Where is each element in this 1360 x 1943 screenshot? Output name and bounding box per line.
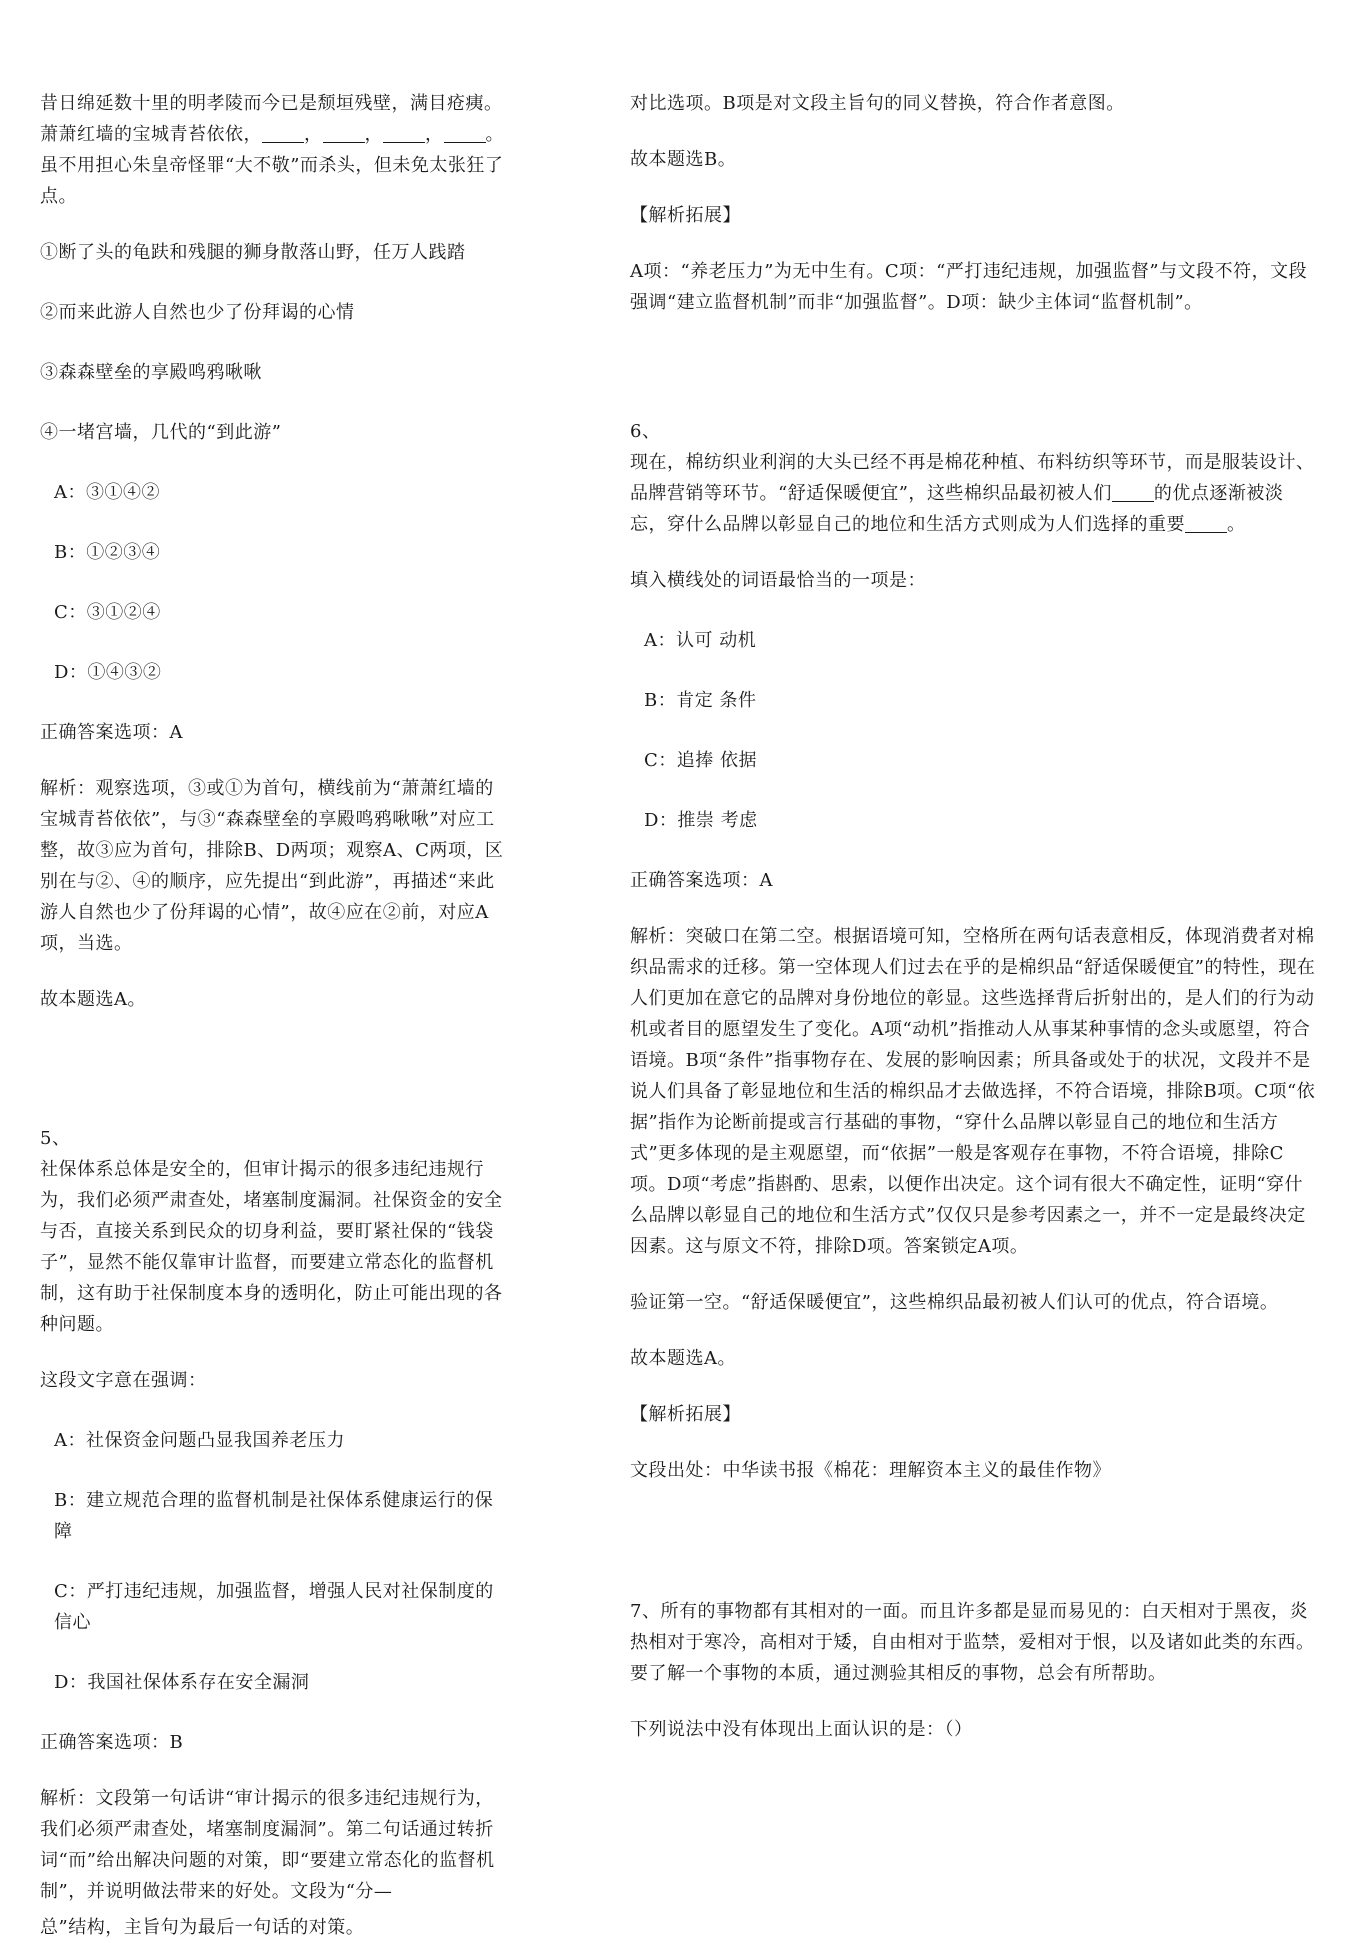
q6-extension-title: 【解析拓展】 xyxy=(630,1404,741,1425)
q5-analysis-cont: 总”结构，主旨句为最后一句话的对策。 xyxy=(40,1917,365,1938)
q6-passage-part3: 。 xyxy=(1227,514,1246,535)
q4-blank-4 xyxy=(444,124,486,143)
q5-option-a[interactable]: A：社保资金问题凸显我国养老压力 xyxy=(54,1430,345,1451)
q4-option-d[interactable]: D：①④③② xyxy=(54,662,162,683)
q6-option-b[interactable]: B：肯定 条件 xyxy=(644,690,757,711)
q6-option-a[interactable]: A：认可 动机 xyxy=(644,630,757,651)
q6-passage-part2: 的优点逐渐被淡忘，穿什么品牌以彰显自己的地位和生活方式则成为人们选择的重要 xyxy=(630,483,1284,535)
q5-question: 这段文字意在强调： xyxy=(40,1370,207,1391)
q4-analysis: 解析：观察选项，③或①为首句，横线前为“萧萧红墙的宝城青苔依依”，与③“森森壁垒的享殿鸣鸦啾啾”对应工整，故③应为首句，排除B、D两项；观察A、C两项，区别在与②、④的顺序，应先提出“到此游”，再描述“来此游人自然也少了份拜谒的心情”，故④应在②前，对应A项，当选。 xyxy=(40,778,504,954)
q6-extension: 文段出处：中华读书报《棉花：理解资本主义的最佳作物》 xyxy=(630,1460,1111,1481)
q5-answer: 正确答案选项：B xyxy=(40,1732,184,1753)
q6-answer: 正确答案选项：A xyxy=(630,870,773,891)
q4-option-b[interactable]: B：①②③④ xyxy=(54,542,161,563)
q4-passage: 昔日绵延数十里的明孝陵而今已是颓垣残壁，满目疮痍。萧萧红墙的宝城青苔依依， ， ， ， 。虽不用担心朱皇帝怪罪“大不敬”而杀头，但未免太张狂了点。 xyxy=(40,93,504,207)
q6-verify: 验证第一空。“舒适保暖便宜”，这些棉织品最初被人们认可的优点，符合语境。 xyxy=(630,1292,1279,1313)
q4-blank-2 xyxy=(323,124,365,143)
q6-option-d[interactable]: D：推崇 考虑 xyxy=(644,810,758,831)
q7-question: 下列说法中没有体现出上面认识的是：（） xyxy=(630,1719,973,1740)
q4-blank-1 xyxy=(262,124,304,143)
q4-item: ④一堵宫墙，几代的“到此游” xyxy=(40,422,282,443)
q5-passage: 社保体系总体是安全的，但审计揭示的很多违纪违规行为，我们必须严肃查处，堵塞制度漏洞。社保资金的安全与否，直接关系到民众的切身利益，要盯紧社保的“钱袋子”，显然不能仅靠审计监督，而要建立常态化的监督机制，这有助于社保制度本身的透明化，防止可能出现的各种问题。 xyxy=(40,1159,503,1335)
q4-blank-3 xyxy=(383,124,425,143)
q6-blank-1 xyxy=(1112,483,1154,502)
q5-extension: A项：“养老压力”为无中生有。C项：“严打违纪违规，加强监督”与文段不符，文段强调“建立监督机制”而非“加强监督”。D项：缺少主体词“监督机制”。 xyxy=(630,261,1308,313)
q6-conclusion: 故本题选A。 xyxy=(630,1348,736,1369)
q6-option-c[interactable]: C：追捧 依据 xyxy=(644,750,757,771)
q5-analysis: 解析：文段第一句话讲“审计揭示的很多违纪违规行为，我们必须严肃查处，堵塞制度漏洞”。第二句话通过转折词“而”给出解决问题的对策，即“要建立常态化的监督机制”，并说明做法带来的好处。文段为“分— xyxy=(40,1788,495,1902)
q4-option-a[interactable]: A：③①④② xyxy=(54,482,160,503)
q5-option-d[interactable]: D：我国社保体系存在安全漏洞 xyxy=(54,1672,310,1693)
q4-option-c[interactable]: C：③①②④ xyxy=(54,602,161,623)
right-column xyxy=(630,88,1320,1745)
q5-number: 5、 xyxy=(40,1128,71,1149)
q4-item: ②而来此游人自然也少了份拜谒的心情 xyxy=(40,302,355,323)
q5-analysis-tail: 对比选项。B项是对文段主旨句的同义替换，符合作者意图。 xyxy=(630,93,1125,114)
q5-conclusion: 故本题选B。 xyxy=(630,149,737,170)
q5-extension-title: 【解析拓展】 xyxy=(630,205,741,226)
q4-answer: 正确答案选项：A xyxy=(40,722,183,743)
q4-conclusion: 故本题选A。 xyxy=(40,989,146,1010)
q6-passage xyxy=(630,447,1320,540)
q4-passage-part1: 昔日绵延数十里的明孝陵而今已是颓垣残壁，满目疮痍。萧萧红墙的宝城青苔依依， xyxy=(40,93,503,145)
q6-blank-2 xyxy=(1185,514,1227,533)
q4-item: ①断了头的龟趺和残腿的狮身散落山野，任万人践踏 xyxy=(40,242,466,263)
q6-question: 填入横线处的词语最恰当的一项是： xyxy=(630,570,926,591)
q6-passage-part1: 现在，棉纺织业利润的大头已经不再是棉花种植、布料纺织等环节，而是服装设计、品牌营销等环节。“舒适保暖便宜”，这些棉织品最初被人们 xyxy=(630,452,1315,504)
left-column xyxy=(40,88,508,1943)
q5-option-b[interactable]: B：建立规范合理的监督机制是社保体系健康运行的保障 xyxy=(54,1490,494,1542)
q6-analysis: 解析：突破口在第二空。根据语境可知，空格所在两句话表意相反，体现消费者对棉织品需求的迁移。第一空体现人们过去在乎的是棉织品“舒适保暖便宜”的特性，现在人们更加在意它的品牌对身份地位的彰显。这些选择背后折射出的，是人们的行为动机或者目的愿望发生了变化。A项“动机”指推动人从事某种事情的念头或愿望，符合语境。B项“条件”指事物存在、发展的影响因素；所具备或处于的状况，文段并不是说人们具备了彰显地位和生活的棉织品才去做选择，不符合语境，排除B项。C项“依据”指作为论断前提或言行基础的事物，“穿什么品牌以彰显自己的地位和生活方式”更多体现的是主观愿望，而“依据”一般是客观存在事物，不符合语境，排除C项。D项“考虑”指斟酌、思索，以便作出决定。这个词有很大不确定性，证明“穿什么品牌以彰显自己的地位和生活方式”仅仅只是参考因素之一，并不一定是最终决定因素。这与原文不符，排除D项。答案锁定A项。 xyxy=(630,926,1316,1257)
q4-passage-part2: 。虽不用担心朱皇帝怪罪“大不敬”而杀头，但未免太张狂了点。 xyxy=(40,124,504,207)
q5-option-c[interactable]: C：严打违纪违规，加强监督，增强人民对社保制度的信心 xyxy=(54,1581,494,1633)
q7-passage: 7、所有的事物都有其相对的一面。而且许多都是显而易见的：白天相对于黑夜，炎热相对于寒冷，高相对于矮，自由相对于监禁，爱相对于恨，以及诸如此类的东西。要了解一个事物的本质，通过测验其相反的事物，总会有所帮助。 xyxy=(630,1601,1315,1684)
q4-item: ③森森壁垒的享殿鸣鸦啾啾 xyxy=(40,362,262,383)
q6-number: 6、 xyxy=(630,421,661,442)
